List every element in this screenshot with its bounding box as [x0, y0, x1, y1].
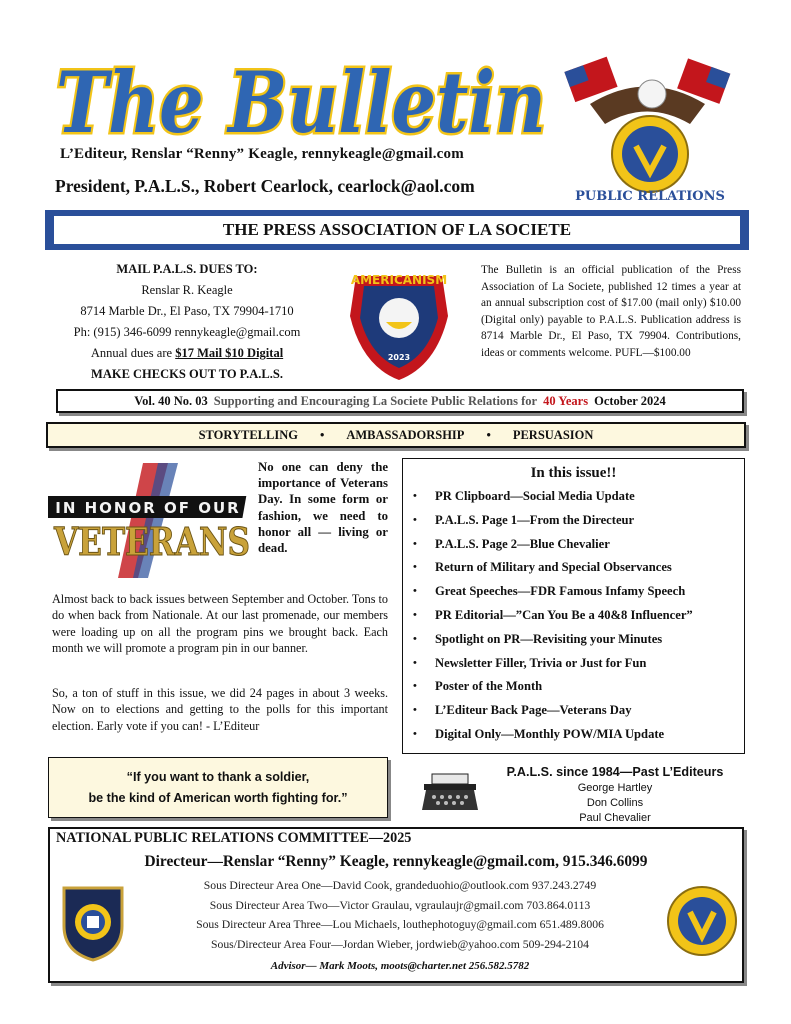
americanism-logo-icon [336, 256, 462, 384]
past-editeur-name: Don Collins [586, 797, 644, 809]
press-association-badge-icon [666, 878, 738, 964]
issue-item-label: Great Speeches—FDR Famous Infamy Speech [435, 584, 686, 599]
issue-item-label: PR Clipboard—Social Media Update [435, 489, 635, 503]
tag-ambassadorship: AMBASSADORSHIP [346, 427, 465, 442]
bullet: • [413, 585, 417, 598]
dues-heading: MAIL P.A.L.S. DUES TO: [116, 262, 258, 276]
issue-item-label: Spotlight on PR—Revisiting your Minutes [435, 631, 663, 646]
volume-years: 40 Years [543, 393, 589, 408]
bullet: • [413, 680, 417, 693]
bullet: • [413, 632, 417, 645]
president-line: President, P.A.L.S., Robert Cearlock, cearlock@aol.com [55, 176, 475, 196]
volume-issue: Vol. 40 No. 03 [134, 393, 208, 408]
issue-item [413, 723, 734, 747]
sous-directeur-1: Sous Directeur Area One—David Cook, grandeduohio@outlook.com 937.243.2749 [203, 879, 597, 892]
svg-text:The Bulletin: The Bulletin [56, 53, 546, 152]
committee-directeur: Directeur—Renslar “Renny” Keagle, rennykeagle@gmail.com, 915.346.6099 [144, 853, 648, 870]
veterans-intro: No one can deny the importance of Veterans Day. In some form or fashion, we need to honor all — living or dead. [258, 460, 388, 556]
bullet: • [413, 608, 417, 621]
issue-item-label: P.A.L.S. Page 1—From the Directeur [435, 512, 635, 527]
dues-phone: Ph: (915) 346-6099 rennykeagle@gmail.com [73, 325, 301, 339]
past-editeurs [490, 764, 740, 826]
editor-line: L’Editeur, Renslar “Renny” Keagle, rennykeagle@gmail.com [60, 146, 464, 162]
masthead-title [52, 52, 552, 152]
issue-item-label: Poster of the Month [435, 679, 543, 694]
issue-item [413, 628, 734, 652]
svg-text:VETERANS: VETERANS [53, 519, 250, 564]
tag-storytelling: STORYTELLING [198, 427, 298, 442]
bullet: • [413, 704, 417, 717]
dues-annual-amount: $17 Mail $10 Digital [175, 346, 284, 360]
dues-address: 8714 Marble Dr., El Paso, TX 79904-1710 [80, 304, 294, 318]
dues-annual-prefix: Annual dues are [90, 346, 176, 360]
tag-persuasion: PERSUASION [512, 427, 594, 442]
dues-checks: MAKE CHECKS OUT TO P.A.L.S. [91, 367, 283, 381]
typewriter-icon [420, 772, 480, 812]
past-editeurs-title: P.A.L.S. since 1984—Past L’Editeurs [506, 765, 724, 779]
body-paragraph-2: So, a ton of stuff in this issue, we did 24 pages in about 3 weeks. Now on to elections and getting to the polls for this important election. Early vote if you can! - L’Editeur [52, 686, 388, 733]
bullet: • [413, 727, 417, 740]
issue-item [413, 556, 734, 580]
past-editeur-name: Paul Chevalier [579, 812, 651, 824]
issue-item [413, 604, 734, 628]
sous-directeur-4: Sous/Directeur Area Four—Jordan Wieber, jordwieb@yahoo.com 509-294-2104 [210, 938, 589, 951]
bullet: • [413, 537, 417, 550]
eagle-emblem-icon [560, 54, 735, 204]
dues-annual [52, 343, 322, 364]
tag-bullet: • [486, 427, 491, 442]
tag-bullet: • [319, 427, 325, 442]
issue-item [413, 485, 734, 509]
veterans-graphic-icon [48, 458, 258, 583]
svg-text:2023: 2023 [387, 353, 411, 362]
issue-item [413, 580, 734, 604]
issue-item-label: PR Editorial—”Can You Be a 40&8 Influencer” [435, 607, 693, 622]
quote-line-2: be the kind of American worth fighting for.” [88, 791, 348, 805]
issue-item-label: Newsletter Filler, Trivia or Just for Fun [435, 655, 647, 670]
quote-line-1: “If you want to thank a soldier, [126, 770, 310, 784]
volume-date: October 2024 [594, 393, 666, 408]
committee-title: NATIONAL PUBLIC RELATIONS COMMITTEE—2025 [56, 830, 412, 846]
association-banner: THE PRESS ASSOCIATION OF LA SOCIETE [52, 214, 742, 246]
issue-title: In this issue!! [530, 465, 617, 481]
volume-bar [56, 389, 744, 413]
svg-text:PUBLIC RELATIONS: PUBLIC RELATIONS [575, 189, 725, 204]
dues-info [52, 259, 322, 385]
law-enforcement-badge-icon [58, 882, 128, 962]
volume-tagline: Supporting and Encouraging La Societe Public Relations for [213, 393, 538, 408]
issue-item-label: Return of Military and Special Observances [435, 560, 672, 575]
bullet: • [413, 513, 417, 526]
issue-item [413, 652, 734, 676]
in-this-issue-box [402, 458, 745, 754]
issue-list [413, 485, 734, 747]
dues-name: Renslar R. Keagle [141, 283, 233, 297]
svg-text:IN HONOR OF OUR: IN HONOR OF OUR [55, 499, 241, 517]
past-editeur-name: George Hartley [577, 782, 653, 794]
committee-advisor: Advisor— Mark Moots, moots@charter.net 256.582.5782 [270, 960, 530, 972]
tag-bar [46, 422, 746, 448]
issue-item [413, 533, 734, 557]
issue-item [413, 699, 734, 723]
issue-item-label: Digital Only—Monthly POW/MIA Update [435, 726, 665, 741]
bullet: • [413, 656, 417, 669]
bullet: • [413, 561, 417, 574]
sous-directeur-2: Sous Directeur Area Two—Victor Graulau, vgraulaujr@gmail.com 703.864.0113 [209, 899, 591, 912]
issue-item-label: P.A.L.S. Page 2—Blue Chevalier [435, 536, 610, 551]
sous-directeur-3: Sous Directeur Area Three—Lou Michaels, louthephotoguy@gmail.com 651.489.8006 [196, 918, 604, 931]
issue-item [413, 675, 734, 699]
issue-item-label: L’Editeur Back Page—Veterans Day [435, 703, 632, 718]
bullet: • [413, 490, 417, 502]
body-paragraph-1: Almost back to back issues between September and October. Tons to do when back from Nationale. At our last promenade, our members were loading up on all the program pins we brought back. Each month we will promote a program pin in our banner. [52, 592, 388, 655]
publication-info: The Bulletin is an official publication of the Press Association of La Societe, published 12 times a year at an annual subscription cost of $17.00 (mail only) $10.00 (Digital only) payable to P.A.L.S. Publication address is 8714 Marble Dr., El Paso, TX 79904. Contributions, ideas or comments welcome. PUFL—$100.00 [481, 264, 741, 359]
svg-text:AMERICANISM: AMERICANISM [350, 273, 448, 287]
quote-box [48, 757, 388, 818]
issue-item [413, 509, 734, 533]
